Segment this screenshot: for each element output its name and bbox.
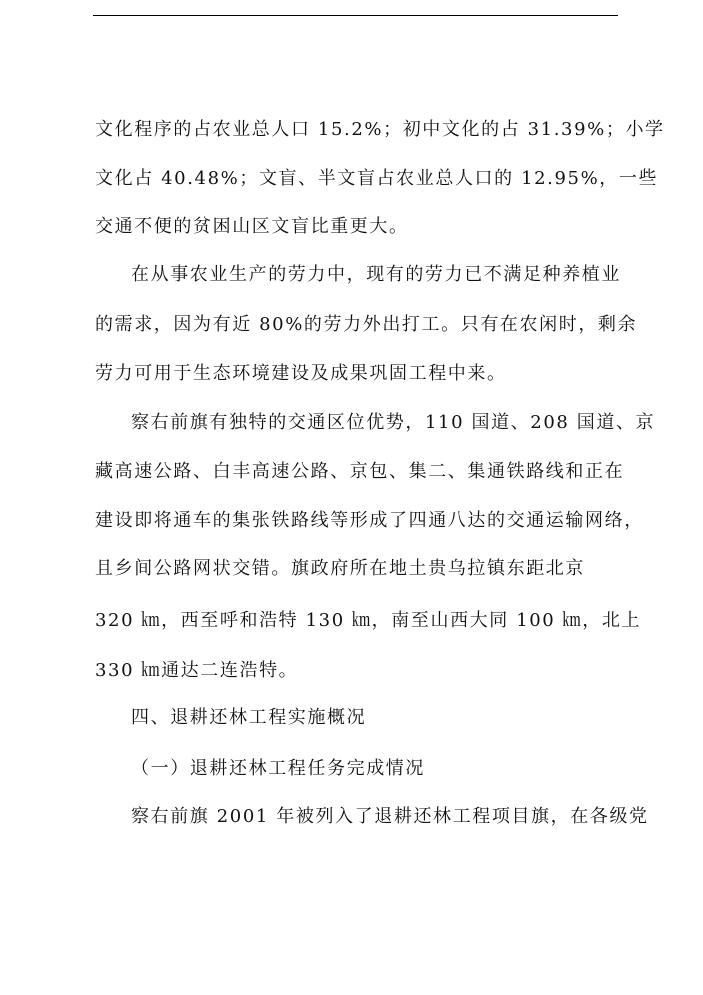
text-line: 察右前旗 2001 年被列入了退耕还林工程项目旗，在各级党 bbox=[131, 806, 649, 827]
header-rule bbox=[93, 15, 618, 16]
subsection-heading: （一）退耕还林工程任务完成情况 bbox=[131, 758, 425, 779]
text-line: 察右前旗有独特的交通区位优势，110 国道、208 国道、京 bbox=[131, 412, 656, 433]
text-line: 文化占 40.48%；文盲、半文盲占农业总人口的 12.95%，一些 bbox=[95, 168, 659, 189]
text-line: 在从事农业生产的劳力中，现有的劳力已不满足种养植业 bbox=[131, 264, 621, 285]
text-line: 劳力可用于生态环境建设及成果巩固工程中来。 bbox=[95, 363, 507, 384]
section-heading: 四、退耕还林工程实施概况 bbox=[131, 707, 367, 728]
text-line: 藏高速公路、白丰高速公路、京包、集二、集通铁路线和正在 bbox=[95, 461, 625, 482]
text-line: 且乡间公路网状交错。旗政府所在地土贵乌拉镇东距北京 bbox=[95, 558, 585, 579]
text-line: 320 ㎞，西至呼和浩特 130 ㎞，南至山西大同 100 ㎞，北上 bbox=[95, 610, 642, 631]
text-line: 交通不便的贫困山区文盲比重更大。 bbox=[95, 216, 409, 237]
text-line: 文化程序的占农业总人口 15.2%；初中文化的占 31.39%；小学 bbox=[95, 119, 665, 140]
text-line: 建设即将通车的集张铁路线等形成了四通八达的交通运输网络， bbox=[95, 510, 644, 531]
text-line: 330 ㎞通达二连浩特。 bbox=[95, 660, 299, 681]
text-line: 的需求，因为有近 80%的劳力外出打工。只有在农闲时，剩余 bbox=[95, 314, 638, 335]
